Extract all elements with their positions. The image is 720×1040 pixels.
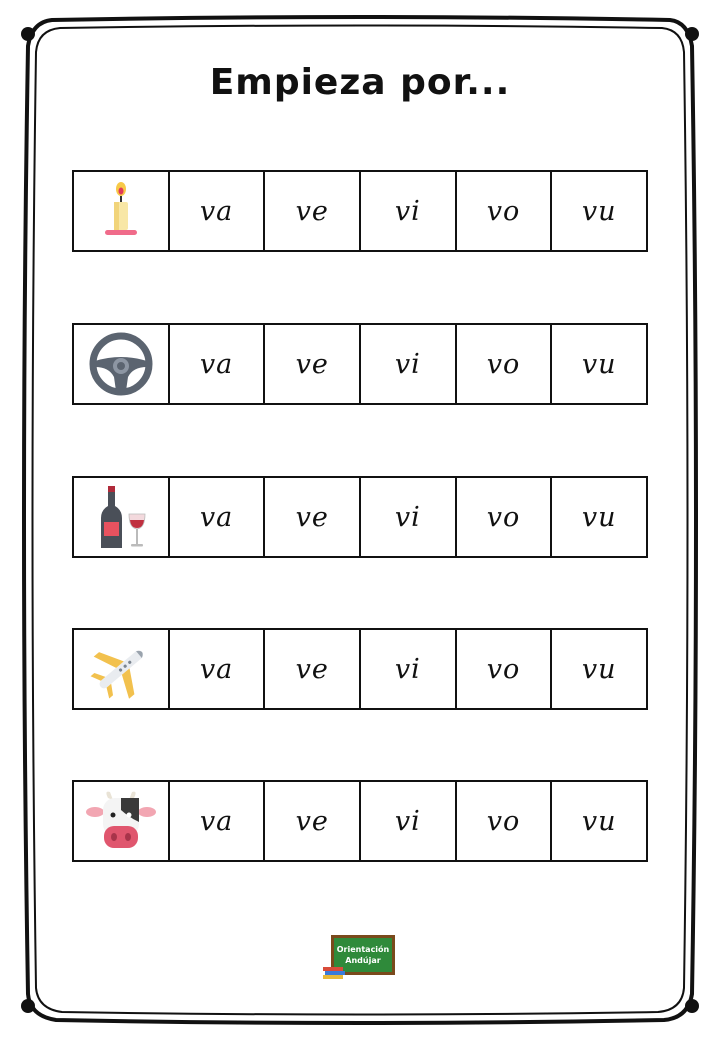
syllable-cell: va — [168, 478, 264, 556]
airplane-icon — [88, 636, 154, 702]
picture-cell — [74, 325, 168, 403]
syllable-cell: ve — [263, 630, 359, 708]
syllable-cell: vu — [550, 782, 646, 860]
wine-bottle-glass-icon — [93, 484, 149, 550]
syllable-cell: va — [168, 172, 264, 250]
syllable-cell: vo — [455, 325, 551, 403]
orientacion-andujar-logo — [331, 935, 395, 979]
picture-cell — [74, 782, 168, 860]
syllable-cell: vo — [455, 782, 551, 860]
syllable-cell: vu — [550, 172, 646, 250]
page-title: Empieza por... — [209, 62, 511, 103]
logo-line-1: Orientación — [336, 945, 390, 954]
syllable-cell: vi — [359, 172, 455, 250]
syllable-cell: vu — [550, 478, 646, 556]
syllable-cell: vo — [455, 478, 551, 556]
picture-cell — [74, 630, 168, 708]
corner-dot-icon — [21, 999, 35, 1013]
syllable-cell: vo — [455, 172, 551, 250]
syllable-cell: va — [168, 630, 264, 708]
candle-icon — [101, 181, 141, 241]
syllable-cell: vu — [550, 325, 646, 403]
syllable-cell: vi — [359, 782, 455, 860]
corner-dot-icon — [21, 27, 35, 41]
picture-cell — [74, 172, 168, 250]
syllable-row — [72, 628, 648, 710]
steering-wheel-icon — [88, 331, 154, 397]
syllable-cell: vi — [359, 325, 455, 403]
syllable-row — [72, 323, 648, 405]
syllable-row — [72, 170, 648, 252]
books-icon — [323, 965, 345, 979]
syllable-cell: vi — [359, 630, 455, 708]
syllable-cell: vi — [359, 478, 455, 556]
syllable-cell: va — [168, 325, 264, 403]
cow-icon — [86, 788, 156, 854]
syllable-cell: ve — [263, 478, 359, 556]
syllable-row — [72, 780, 648, 862]
logo-line-2: Andújar — [345, 956, 381, 965]
picture-cell — [74, 478, 168, 556]
syllable-cell: vu — [550, 630, 646, 708]
syllable-cell: vo — [455, 630, 551, 708]
syllable-cell: ve — [263, 325, 359, 403]
corner-dot-icon — [685, 999, 699, 1013]
syllable-cell: ve — [263, 782, 359, 860]
syllable-cell: ve — [263, 172, 359, 250]
syllable-cell: va — [168, 782, 264, 860]
syllable-row — [72, 476, 648, 558]
corner-dot-icon — [685, 27, 699, 41]
